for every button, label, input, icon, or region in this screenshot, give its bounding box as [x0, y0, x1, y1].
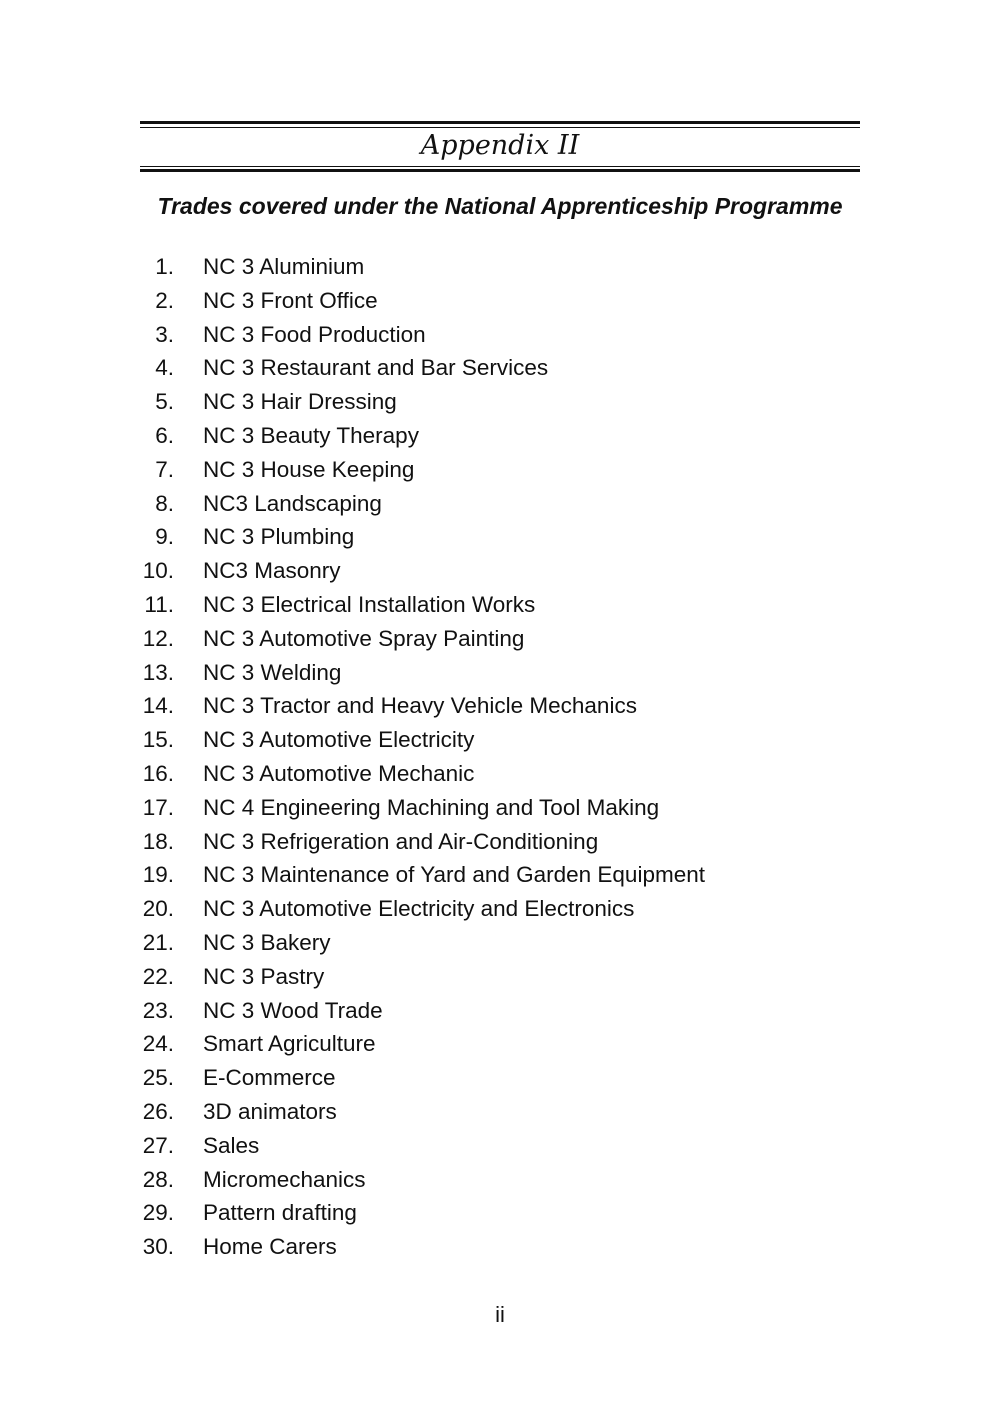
list-item-label: NC 3 Aluminium [203, 254, 365, 279]
list-item-number: 15. [142, 727, 174, 753]
list-item-number: 29. [142, 1200, 174, 1226]
list-item-number: 30. [142, 1234, 174, 1260]
list-item-number: 27. [142, 1132, 174, 1158]
list-item-label: NC 3 Automotive Mechanic [203, 760, 475, 786]
list-item-number: 5. [155, 389, 174, 415]
list-item-label: NC 3 Electrical Installation Works [203, 591, 536, 617]
list-item-number: 3. [155, 321, 174, 347]
list-item-label: NC 3 Pastry [203, 963, 325, 989]
list-item-label: NC 3 Front Office [203, 287, 378, 313]
list-item-label: NC 3 Refrigeration and Air-Conditioning [203, 828, 599, 854]
list-item-label: NC 3 Welding [203, 659, 342, 685]
header-bottom-thin-rule [140, 166, 860, 167]
list-item-number: 12. [142, 625, 174, 651]
list-item-number: 19. [142, 862, 174, 888]
list-item-label: E-Commerce [203, 1065, 336, 1091]
list-item-label: Home Carers [203, 1234, 337, 1260]
list-item-number: 28. [142, 1166, 174, 1192]
list-item-number: 18. [142, 828, 174, 854]
list-item-label: NC 3 Automotive Electricity and Electronics [203, 896, 635, 922]
list-item-label: NC 3 Maintenance of Yard and Garden Equipment [203, 862, 705, 888]
list-item-label: NC 3 Bakery [203, 929, 331, 955]
list-item-number: 2. [155, 287, 174, 313]
list-item-number: 1. [155, 254, 174, 279]
list-item-number: 25. [142, 1065, 174, 1091]
list-item-number: 20. [142, 896, 174, 922]
list-item-label: NC 3 Wood Trade [203, 997, 383, 1023]
list-item-label: NC 3 Food Production [203, 321, 426, 347]
list-item-label: NC 3 Automotive Electricity [203, 727, 475, 753]
list-item-number: 10. [142, 558, 174, 584]
list-item-label: NC 3 Restaurant and Bar Services [203, 355, 549, 381]
list-item-number: 8. [155, 490, 174, 516]
page-number: ii [495, 1302, 505, 1327]
list-item-label: NC 3 Beauty Therapy [203, 422, 419, 448]
list-item-label: NC3 Masonry [203, 558, 341, 584]
header-bottom-rule [140, 169, 860, 172]
list-item-label: Smart Agriculture [203, 1031, 376, 1057]
header-top-rule [140, 121, 860, 124]
list-item-number: 16. [142, 760, 174, 786]
list-item-label: 3D animators [203, 1098, 337, 1124]
list-item-number: 11. [144, 591, 174, 617]
list-item-number: 13. [142, 659, 174, 685]
appendix-title: Appendix II [420, 130, 580, 161]
list-item-number: 22. [142, 963, 174, 989]
list-item-label: NC 3 Automotive Spray Painting [203, 625, 525, 651]
list-item-label: Pattern drafting [203, 1200, 357, 1226]
list-item-label: NC 3 House Keeping [203, 456, 415, 482]
list-item-number: 17. [142, 794, 174, 820]
list-item-label: Sales [203, 1132, 260, 1158]
list-item-number: 26. [142, 1098, 174, 1124]
list-item-number: 21. [142, 929, 174, 955]
section-heading: Trades covered under the National Apprenticeship Programme [157, 193, 843, 219]
list-item-label: NC 3 Hair Dressing [203, 389, 397, 415]
list-item-number: 7. [155, 456, 174, 482]
list-item-number: 24. [142, 1031, 174, 1057]
list-item-label: NC 3 Plumbing [203, 524, 355, 550]
list-item-label: NC 3 Tractor and Heavy Vehicle Mechanics [203, 693, 637, 719]
list-item-number: 23. [142, 997, 174, 1023]
list-item-number: 9. [155, 524, 174, 550]
list-item-label: Micromechanics [203, 1166, 366, 1192]
list-item-label: NC3 Landscaping [203, 490, 382, 516]
list-item-number: 14. [142, 693, 174, 719]
list-item-number: 6. [155, 422, 174, 448]
list-item-label: NC 4 Engineering Machining and Tool Making [203, 794, 660, 820]
list-item-number: 4. [155, 355, 174, 381]
